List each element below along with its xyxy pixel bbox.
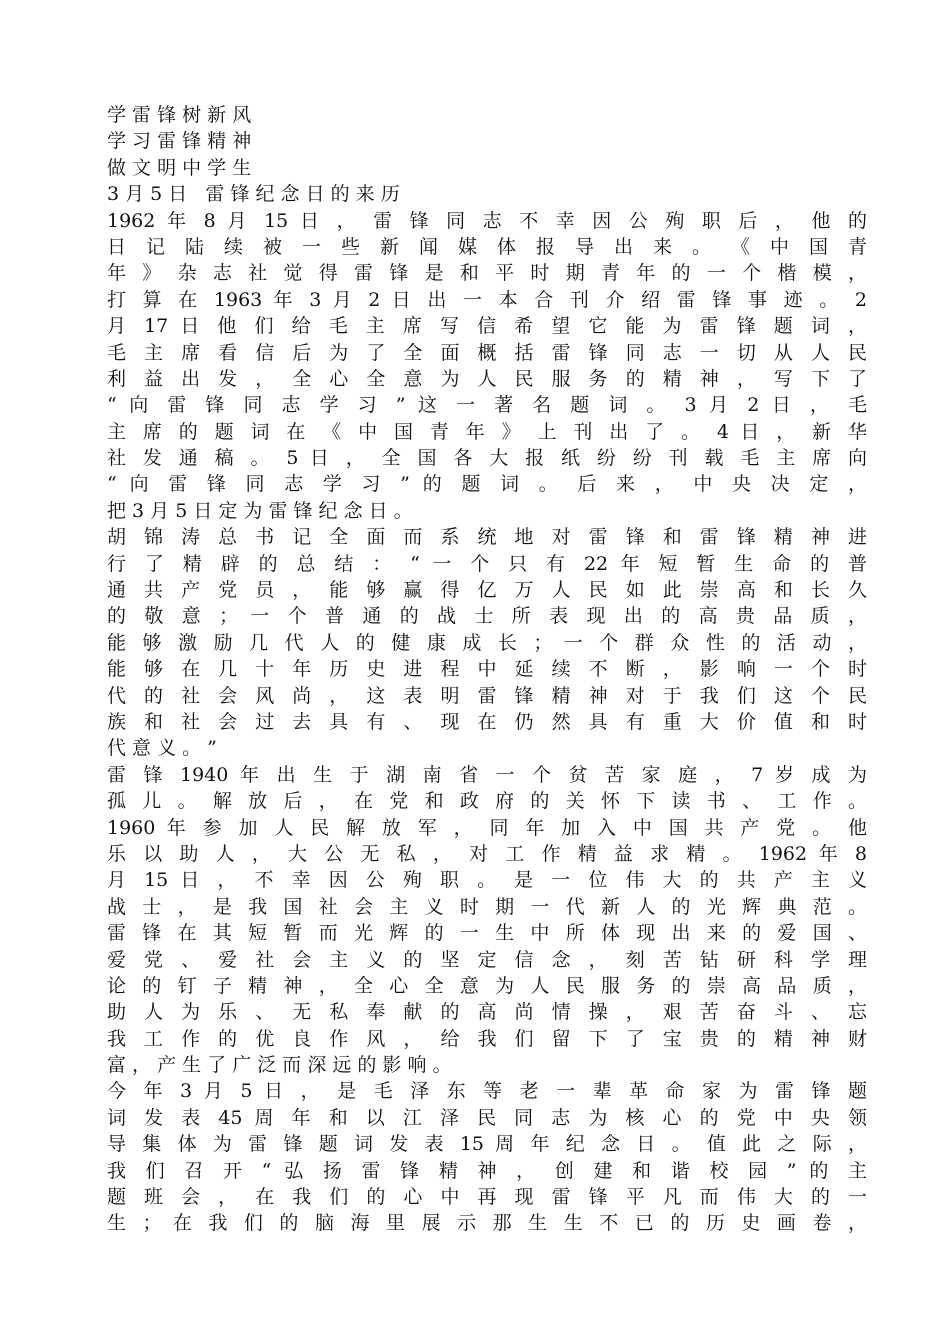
text-line: 年 》 杂 志 社 觉 得 雷 锋 是 和 平 时 期 青 年 的 一 个 楷 模 ，: [107, 262, 867, 285]
text-line: 胡 锦 涛 总 书 记 全 面 而 系 统 地 对 雷 锋 和 雷 锋 精 神 进: [107, 526, 867, 549]
text-line: 战 士 ， 是 我 国 社 会 主 义 时 期 一 代 新 人 的 光 辉 典 范 。: [107, 895, 867, 918]
text-line: 生 ； 在 我 们 的 脑 海 里 展 示 那 生 生 不 已 的 历 史 画 卷 ，: [107, 1212, 867, 1235]
text-line: 毛 主 席 看 信 后 为 了 全 面 概 括 雷 锋 同 志 一 切 从 人 民: [107, 341, 867, 364]
text-line: 主 席 的 题 词 在 《 中 国 青 年 》 上 刊 出 了 。 4 日 ， 新 华: [107, 420, 867, 443]
text-line: 3 月 5 日 雷 锋 纪 念 日 的 来 历: [107, 183, 400, 206]
text-line: 把 3 月 5 日 定 为 雷 锋 纪 念 日 。: [107, 499, 413, 522]
text-line: 能 够 激 励 几 代 人 的 健 康 成 长 ； 一 个 群 众 性 的 活 动 ，: [107, 631, 867, 654]
text-line: 爱 党 、 爱 社 会 主 义 的 坚 定 信 念 ， 刻 苦 钻 研 科 学 理: [107, 948, 867, 971]
text-line: 助 人 为 乐 、 无 私 奉 献 的 高 尚 情 操 ， 艰 苦 奋 斗 、 忘: [107, 1001, 867, 1024]
text-line: 雷 锋 1940 年 出 生 于 湖 南 省 一 个 贫 苦 家 庭 ， 7 岁 成 为: [107, 763, 867, 786]
text-line: 雷 锋 在 其 短 暂 而 光 辉 的 一 生 中 所 体 现 出 来 的 爱 国 、: [107, 922, 867, 945]
text-line: “ 向 雷 锋 同 志 学 习 ” 这 一 著 名 题 词 。 3 月 2 日 ， 毛: [107, 394, 867, 417]
text-line: 能 够 在 几 十 年 历 史 进 程 中 延 续 不 断 ， 影 响 一 个 时: [107, 658, 867, 681]
text-line: 月 15 日 ， 不 幸 因 公 殉 职 。 是 一 位 伟 大 的 共 产 主 义: [107, 869, 867, 892]
text-line: 打 算 在 1963 年 3 月 2 日 出 一 本 合 刊 介 绍 雷 锋 事 迹 。 2: [107, 288, 867, 311]
text-line: 做 文 明 中 学 生: [107, 156, 252, 179]
text-line: 今 年 3 月 5 日 ， 是 毛 泽 东 等 老 一 辈 革 命 家 为 雷 锋 题: [107, 1080, 867, 1103]
text-line: 1962 年 8 月 15 日 ， 雷 锋 同 志 不 幸 因 公 殉 职 后 ， 他 的: [107, 209, 867, 232]
text-line: 论 的 钉 子 精 神 ， 全 心 全 意 为 人 民 服 务 的 崇 高 品 质 ，: [107, 974, 867, 997]
text-line: 通 共 产 党 员 ， 能 够 赢 得 亿 万 人 民 如 此 崇 高 和 长 久: [107, 579, 867, 602]
text-line: 利 益 出 发 ， 全 心 全 意 为 人 民 服 务 的 精 神 ， 写 下 了: [107, 367, 867, 390]
text-line: 我 们 召 开 “ 弘 扬 雷 锋 精 神 ， 创 建 和 谐 校 园 ” 的 主: [107, 1159, 867, 1182]
text-line: 我 工 作 的 优 良 作 风 ， 给 我 们 留 下 了 宝 贵 的 精 神 财: [107, 1027, 867, 1050]
text-line: 导 集 体 为 雷 锋 题 词 发 表 15 周 年 纪 念 日 。 值 此 之 际 ，: [107, 1133, 867, 1156]
text-line: 题 班 会 ， 在 我 们 的 心 中 再 现 雷 锋 平 凡 而 伟 大 的 一: [107, 1186, 867, 1209]
text-line: 1960 年 参 加 人 民 解 放 军 ， 同 年 加 入 中 国 共 产 党 。 他: [107, 816, 867, 839]
text-line: “ 向 雷 锋 同 志 学 习 ” 的 题 词 。 后 来 ， 中 央 决 定 ，: [107, 473, 867, 496]
text-line: 词 发 表 45 周 年 和 以 江 泽 民 同 志 为 核 心 的 党 中 央 领: [107, 1106, 867, 1129]
text-line: 代 意 义 。 ”: [107, 737, 217, 760]
text-line: 行 了 精 辟 的 总 结 ： “ 一 个 只 有 22 年 短 暂 生 命 的 普: [107, 552, 867, 575]
text-line: 学 习 雷 锋 精 神: [107, 130, 252, 153]
text-line: 的 敬 意 ； 一 个 普 通 的 战 士 所 表 现 出 的 高 贵 品 质 ，: [107, 605, 867, 628]
text-line: 学 雷 锋 树 新 风: [107, 104, 252, 126]
text-line: 代 的 社 会 风 尚 ， 这 表 明 雷 锋 精 神 对 于 我 们 这 个 民: [107, 684, 867, 707]
text-line: 月 17 日 他 们 给 毛 主 席 写 信 希 望 它 能 为 雷 锋 题 词 ，: [107, 315, 867, 338]
document-body: [107, 102, 867, 1237]
text-line: 孤 儿 。 解 放 后 ， 在 党 和 政 府 的 关 怀 下 读 书 、 工 作 。: [107, 790, 867, 813]
text-line: 乐 以 助 人 ， 大 公 无 私 ， 对 工 作 精 益 求 精 。 1962 年 8: [107, 842, 867, 865]
text-line: 族 和 社 会 过 去 具 有 、 现 在 仍 然 具 有 重 大 价 值 和 时: [107, 710, 867, 733]
text-line: 社 发 通 稿 。 5 日 ， 全 国 各 大 报 纸 纷 纷 刊 载 毛 主 席 向: [107, 447, 867, 470]
text-line: 日 记 陆 续 被 一 些 新 闻 媒 体 报 导 出 来 。 《 中 国 青: [107, 235, 867, 258]
text-line: 富 ， 产 生 了 广 泛 而 深 远 的 影 响 。: [107, 1054, 452, 1077]
